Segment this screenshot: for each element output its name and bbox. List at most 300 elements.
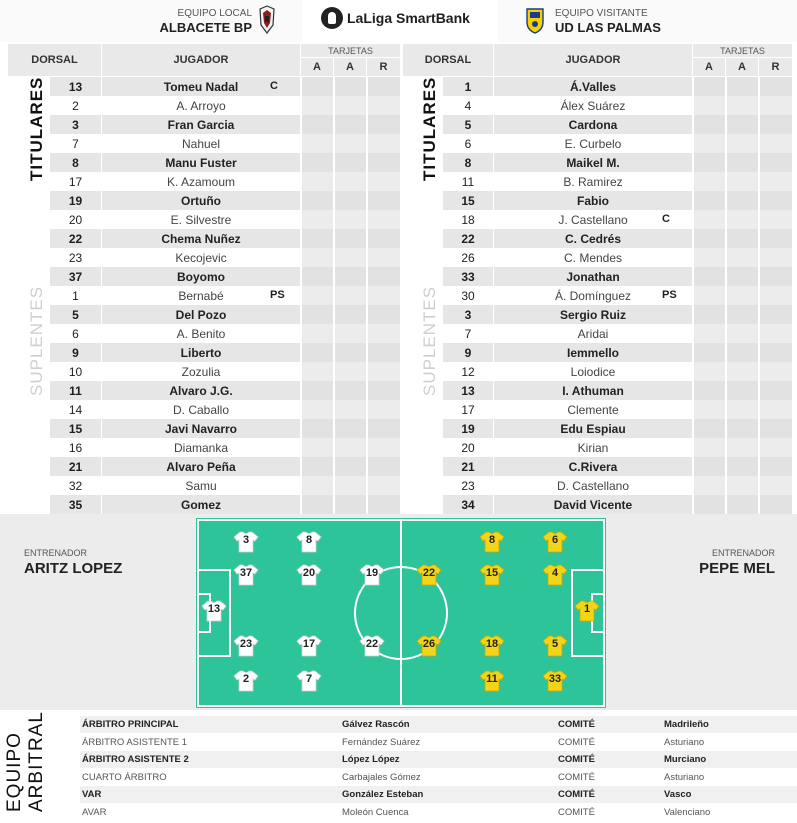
player-name: Kecojevic xyxy=(102,248,300,267)
card-cell xyxy=(367,153,400,172)
referee-region: Madrileño xyxy=(664,719,709,730)
card-cell xyxy=(367,210,400,229)
player-number: 9 xyxy=(50,343,101,362)
away-shirt-icon xyxy=(416,635,442,657)
card-cell xyxy=(693,381,725,400)
player-name: Aridai xyxy=(494,324,692,343)
player-name: K. Azamoum xyxy=(102,172,300,191)
referee-role: ÁRBITRO ASISTENTE 1 xyxy=(82,736,188,748)
home-shirt-icon xyxy=(201,600,227,622)
tarjetas-header: TARJETAS xyxy=(301,44,400,57)
player-name: D. Caballo xyxy=(102,400,300,419)
las-palmas-crest-icon xyxy=(526,6,544,39)
captain-badge: C xyxy=(662,213,670,225)
player-name: Alvaro Peña xyxy=(102,457,300,476)
player-number: 3 xyxy=(443,305,493,324)
card-cell xyxy=(334,305,366,324)
tarjetas-header: TARJETAS xyxy=(693,44,792,57)
card-cell xyxy=(726,495,758,514)
referee-region: Valenciano xyxy=(664,806,711,818)
card-cell xyxy=(367,115,400,134)
card-cell xyxy=(726,305,758,324)
player-name: Ortuño xyxy=(102,191,300,210)
card-cell xyxy=(301,495,333,514)
away-shirt-icon xyxy=(542,564,568,586)
player-number: 30 xyxy=(443,286,493,305)
card-cell xyxy=(759,457,792,476)
card-cell xyxy=(759,115,792,134)
card-cell xyxy=(367,381,400,400)
player-name: Clemente xyxy=(494,400,692,419)
card-cell xyxy=(301,210,333,229)
player-number: 20 xyxy=(50,210,101,229)
card-cell xyxy=(334,153,366,172)
card-cell xyxy=(759,229,792,248)
player-name: Chema Nuñez xyxy=(102,229,300,248)
referee-row xyxy=(80,716,797,733)
league-name: LaLiga SmartBank xyxy=(347,10,470,26)
player-number: 17 xyxy=(50,172,101,191)
away-shirt-icon xyxy=(542,531,568,553)
shirt-number: 2 xyxy=(242,673,250,685)
card-cell xyxy=(759,476,792,495)
shirt-number: 1 xyxy=(583,603,591,615)
card-cell xyxy=(301,77,333,96)
card-cell xyxy=(334,248,366,267)
jugador-header: JUGADOR xyxy=(494,44,692,76)
card-cell xyxy=(367,343,400,362)
card-cell xyxy=(759,96,792,115)
shirt-number: 19 xyxy=(365,567,379,579)
shirt-number: 20 xyxy=(302,567,316,579)
player-name: Tomeu Nadal xyxy=(102,77,300,96)
shirt-number: 37 xyxy=(239,567,253,579)
away-titulares-label: TITULARES xyxy=(420,76,439,181)
card-cell xyxy=(759,77,792,96)
home-shirt-icon xyxy=(233,531,259,553)
card-cell xyxy=(726,419,758,438)
shirt-number: 8 xyxy=(305,534,313,546)
referee-comite: COMITÉ xyxy=(558,719,595,730)
card-cell xyxy=(693,248,725,267)
player-number: 15 xyxy=(50,419,101,438)
player-name: C. Mendes xyxy=(494,248,692,267)
card-cell xyxy=(334,134,366,153)
shirt-number: 11 xyxy=(486,673,498,685)
away-shirt-icon xyxy=(479,635,505,657)
home-label: EQUIPO LOCAL xyxy=(177,8,252,19)
referee-comite: COMITÉ xyxy=(558,736,595,748)
player-name: Fran Garcia xyxy=(102,115,300,134)
card-cell xyxy=(693,343,725,362)
player-number: 7 xyxy=(50,134,101,153)
referee-row xyxy=(80,751,797,768)
card-cell xyxy=(367,438,400,457)
card-cell xyxy=(726,400,758,419)
player-number: 12 xyxy=(443,362,493,381)
card-cell xyxy=(301,286,333,305)
referee-comite: COMITÉ xyxy=(558,806,595,818)
home-titulares-label: TITULARES xyxy=(27,76,46,181)
player-name: Maikel M. xyxy=(494,153,692,172)
card-cell xyxy=(726,476,758,495)
player-number: 21 xyxy=(50,457,101,476)
card-cell xyxy=(301,229,333,248)
player-number: 8 xyxy=(443,153,493,172)
card-cell xyxy=(367,248,400,267)
shirt-number: 8 xyxy=(488,534,496,546)
albacete-crest-icon xyxy=(258,5,276,40)
player-number: 22 xyxy=(443,229,493,248)
referee-name: Fernández Suárez xyxy=(342,736,421,748)
away-shirt-icon xyxy=(479,670,505,692)
card-cell xyxy=(301,438,333,457)
shirt-number: 17 xyxy=(302,638,316,650)
shirt-number: 22 xyxy=(422,567,436,579)
card-cell xyxy=(334,286,366,305)
card-cell xyxy=(759,248,792,267)
player-name: Javi Navarro xyxy=(102,419,300,438)
player-number: 5 xyxy=(50,305,101,324)
card-a1-header: A xyxy=(301,58,333,76)
card-cell xyxy=(301,305,333,324)
player-number: 15 xyxy=(443,191,493,210)
player-name: Sergio Ruiz xyxy=(494,305,692,324)
player-name: Nahuel xyxy=(102,134,300,153)
card-cell xyxy=(334,419,366,438)
player-number: 6 xyxy=(50,324,101,343)
card-cell xyxy=(759,286,792,305)
substitute-keeper-badge: PS xyxy=(662,289,677,301)
away-shirt-icon xyxy=(574,600,600,622)
away-shirt-icon xyxy=(479,531,505,553)
shirt-number: 22 xyxy=(365,638,379,650)
card-cell xyxy=(726,210,758,229)
card-cell xyxy=(301,343,333,362)
card-cell xyxy=(693,153,725,172)
card-a2-header: A xyxy=(726,58,758,76)
dorsal-header: DORSAL xyxy=(403,44,493,76)
card-cell xyxy=(726,153,758,172)
card-cell xyxy=(367,400,400,419)
card-cell xyxy=(334,324,366,343)
player-number: 35 xyxy=(50,495,101,514)
card-r-header: R xyxy=(759,58,792,76)
player-number: 19 xyxy=(443,419,493,438)
home-shirt-icon xyxy=(296,531,322,553)
card-cell xyxy=(759,381,792,400)
card-cell xyxy=(693,419,725,438)
card-cell xyxy=(693,286,725,305)
player-name: Á.Valles xyxy=(494,77,692,96)
card-cell xyxy=(301,324,333,343)
player-number: 18 xyxy=(443,210,493,229)
away-coach-name: PEPE MEL xyxy=(699,560,775,577)
referee-region: Vasco xyxy=(664,789,692,800)
home-shirt-icon xyxy=(233,564,259,586)
player-name: Loiodice xyxy=(494,362,692,381)
card-cell xyxy=(693,324,725,343)
player-number: 34 xyxy=(443,495,493,514)
card-cell xyxy=(726,362,758,381)
player-name: Liberto xyxy=(102,343,300,362)
player-number: 23 xyxy=(443,476,493,495)
shirt-number: 5 xyxy=(551,638,559,650)
away-shirt-icon xyxy=(542,670,568,692)
player-name: Cardona xyxy=(494,115,692,134)
card-cell xyxy=(726,343,758,362)
card-cell xyxy=(693,172,725,191)
shirt-number: 23 xyxy=(239,638,253,650)
shirt-number: 33 xyxy=(548,673,562,685)
dorsal-header: DORSAL xyxy=(8,44,101,76)
card-cell xyxy=(334,210,366,229)
home-shirt-icon xyxy=(233,670,259,692)
referee-role: ÁRBITRO ASISTENTE 2 xyxy=(82,754,189,765)
card-cell xyxy=(334,96,366,115)
laliga-icon xyxy=(321,7,343,29)
referee-region: Asturiano xyxy=(664,736,705,748)
card-cell xyxy=(334,495,366,514)
player-name: Boyomo xyxy=(102,267,300,286)
player-number: 33 xyxy=(443,267,493,286)
card-cell xyxy=(367,495,400,514)
shirt-number: 7 xyxy=(305,673,313,685)
home-suplentes-label: SUPLENTES xyxy=(27,285,46,396)
card-cell xyxy=(334,476,366,495)
card-cell xyxy=(367,134,400,153)
card-cell xyxy=(726,134,758,153)
league-logo xyxy=(321,4,481,32)
card-cell xyxy=(759,305,792,324)
card-a2-header: A xyxy=(334,58,366,76)
card-cell xyxy=(726,457,758,476)
card-cell xyxy=(334,457,366,476)
player-number: 11 xyxy=(50,381,101,400)
card-cell xyxy=(759,134,792,153)
card-cell xyxy=(693,96,725,115)
player-number: 13 xyxy=(443,381,493,400)
card-cell xyxy=(693,476,725,495)
referee-comite: COMITÉ xyxy=(558,789,595,800)
substitute-keeper-badge: PS xyxy=(270,289,285,301)
player-name: Jonathan xyxy=(494,267,692,286)
card-cell xyxy=(726,96,758,115)
card-cell xyxy=(693,400,725,419)
card-cell xyxy=(334,172,366,191)
card-cell xyxy=(759,362,792,381)
card-cell xyxy=(334,438,366,457)
card-cell xyxy=(759,419,792,438)
pitch xyxy=(196,518,606,708)
card-cell xyxy=(759,267,792,286)
card-cell xyxy=(367,191,400,210)
shirt-number: 4 xyxy=(551,567,559,579)
player-name: C. Cedrés xyxy=(494,229,692,248)
card-cell xyxy=(301,153,333,172)
card-cell xyxy=(693,115,725,134)
referee-role: CUARTO ÁRBITRO xyxy=(82,771,167,783)
player-number: 20 xyxy=(443,438,493,457)
card-cell xyxy=(301,457,333,476)
card-cell xyxy=(693,305,725,324)
card-cell xyxy=(693,77,725,96)
referee-region: Murciano xyxy=(664,754,707,765)
card-cell xyxy=(334,191,366,210)
card-cell xyxy=(693,191,725,210)
player-number: 26 xyxy=(443,248,493,267)
player-number: 5 xyxy=(443,115,493,134)
referee-row xyxy=(80,804,797,821)
player-number: 23 xyxy=(50,248,101,267)
player-number: 9 xyxy=(443,343,493,362)
card-cell xyxy=(367,172,400,191)
player-name: C.Rivera xyxy=(494,457,692,476)
player-name: Del Pozo xyxy=(102,305,300,324)
card-cell xyxy=(334,381,366,400)
player-name: Bernabé xyxy=(102,286,300,305)
player-name: Á. Domínguez xyxy=(494,286,692,305)
player-number: 6 xyxy=(443,134,493,153)
player-number: 17 xyxy=(443,400,493,419)
shirt-number: 3 xyxy=(242,534,250,546)
card-cell xyxy=(759,191,792,210)
card-cell xyxy=(367,476,400,495)
referee-role: VAR xyxy=(82,789,102,800)
player-name: Iemmello xyxy=(494,343,692,362)
player-name: Kirian xyxy=(494,438,692,457)
card-cell xyxy=(759,343,792,362)
referee-comite: COMITÉ xyxy=(558,754,595,765)
card-a1-header: A xyxy=(693,58,725,76)
card-cell xyxy=(759,324,792,343)
player-number: 16 xyxy=(50,438,101,457)
player-name: Edu Espiau xyxy=(494,419,692,438)
home-coach-name: ARITZ LOPEZ xyxy=(24,560,123,577)
referee-name: Carbajales Gómez xyxy=(342,771,421,783)
card-cell xyxy=(759,172,792,191)
shirt-number: 15 xyxy=(485,567,499,579)
away-suplentes-label: SUPLENTES xyxy=(420,285,439,396)
referee-row xyxy=(80,786,797,803)
shirt-number: 6 xyxy=(551,534,559,546)
player-name: D. Castellano xyxy=(494,476,692,495)
card-cell xyxy=(693,457,725,476)
card-cell xyxy=(367,286,400,305)
away-shirt-icon xyxy=(542,635,568,657)
equipo-label: EQUIPO xyxy=(4,732,25,812)
card-cell xyxy=(726,172,758,191)
away-shirt-icon xyxy=(416,564,442,586)
card-cell xyxy=(367,362,400,381)
card-cell xyxy=(367,229,400,248)
home-shirt-icon xyxy=(296,670,322,692)
player-number: 1 xyxy=(50,286,101,305)
player-number: 19 xyxy=(50,191,101,210)
card-cell xyxy=(726,267,758,286)
card-cell xyxy=(726,438,758,457)
card-cell xyxy=(367,77,400,96)
referee-name: López López xyxy=(342,754,400,765)
card-cell xyxy=(726,248,758,267)
card-cell xyxy=(693,210,725,229)
card-cell xyxy=(301,115,333,134)
card-cell xyxy=(301,476,333,495)
home-header-bg xyxy=(0,0,302,42)
player-name: Álex Suárez xyxy=(494,96,692,115)
card-cell xyxy=(301,362,333,381)
captain-badge: C xyxy=(270,80,278,92)
player-number: 37 xyxy=(50,267,101,286)
player-number: 7 xyxy=(443,324,493,343)
card-cell xyxy=(334,362,366,381)
referee-region: Asturiano xyxy=(664,771,705,783)
player-number: 14 xyxy=(50,400,101,419)
card-cell xyxy=(693,229,725,248)
player-number: 10 xyxy=(50,362,101,381)
card-cell xyxy=(301,134,333,153)
away-shirt-icon xyxy=(479,564,505,586)
card-cell xyxy=(334,343,366,362)
card-cell xyxy=(759,153,792,172)
player-name: Manu Fuster xyxy=(102,153,300,172)
card-cell xyxy=(301,248,333,267)
card-cell xyxy=(726,381,758,400)
card-cell xyxy=(726,324,758,343)
home-shirt-icon xyxy=(296,635,322,657)
referee-role: AVAR xyxy=(82,806,107,818)
player-name: Fabio xyxy=(494,191,692,210)
card-cell xyxy=(367,267,400,286)
card-cell xyxy=(726,77,758,96)
card-cell xyxy=(301,419,333,438)
card-cell xyxy=(334,267,366,286)
player-number: 1 xyxy=(443,77,493,96)
home-shirt-icon xyxy=(359,635,385,657)
player-name: Gomez xyxy=(102,495,300,514)
away-coach-label: ENTRENADOR xyxy=(711,548,775,558)
home-coach-label: ENTRENADOR xyxy=(24,548,88,558)
card-cell xyxy=(367,457,400,476)
player-name: Alvaro J.G. xyxy=(102,381,300,400)
card-cell xyxy=(759,438,792,457)
card-cell xyxy=(334,229,366,248)
player-name: A. Benito xyxy=(102,324,300,343)
home-team-name: ALBACETE BP xyxy=(159,20,252,35)
card-cell xyxy=(693,267,725,286)
player-number: 21 xyxy=(443,457,493,476)
player-number: 22 xyxy=(50,229,101,248)
card-cell xyxy=(759,210,792,229)
card-cell xyxy=(301,172,333,191)
player-name: E. Curbelo xyxy=(494,134,692,153)
card-cell xyxy=(334,77,366,96)
card-cell xyxy=(693,362,725,381)
card-cell xyxy=(301,400,333,419)
referee-name: González Esteban xyxy=(342,789,424,800)
referee-name: Gálvez Rascón xyxy=(342,719,410,730)
shirt-number: 18 xyxy=(485,638,499,650)
player-number: 8 xyxy=(50,153,101,172)
home-shirt-icon xyxy=(359,564,385,586)
card-cell xyxy=(301,381,333,400)
player-number: 11 xyxy=(443,172,493,191)
player-name: B. Ramirez xyxy=(494,172,692,191)
card-r-header: R xyxy=(367,58,400,76)
shirt-number: 13 xyxy=(207,603,221,615)
card-cell xyxy=(759,400,792,419)
player-number: 13 xyxy=(50,77,101,96)
